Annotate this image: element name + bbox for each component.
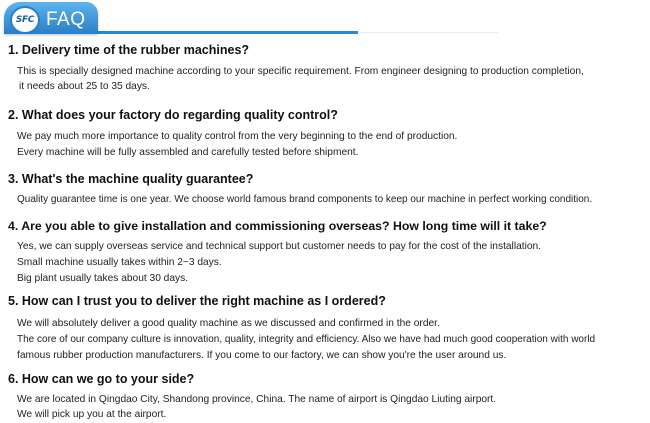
- faq-question-3: 3. What's the machine quality guarantee?: [8, 172, 254, 186]
- faq-answer-1-line-1: This is specially designed machine according to your specific requirement. From engineer designing to production completion,: [17, 66, 584, 77]
- faq-answer-6-line-1: We are located in Qingdao City, Shandong province, China. The name of airport is Qingdao Liuting airport.: [17, 394, 497, 405]
- faq-question-5: 5. How can I trust you to deliver the right machine as I ordered?: [8, 294, 386, 308]
- faq-answer-5-line-3: famous rubber production manufacturers. If you come to our factory, we can show you're the user around us.: [17, 350, 507, 361]
- header-faint-line: [358, 32, 498, 33]
- faq-question-1: 1. Delivery time of the rubber machines?: [8, 43, 250, 57]
- faq-question-6: 6. How can we go to your side?: [8, 372, 195, 386]
- faq-tab: [4, 2, 98, 34]
- faq-answer-4-line-3: Big plant usually takes about 30 days.: [17, 273, 189, 284]
- faq-answer-3-line-1: Quality guarantee time is one year. We choose world famous brand components to keep our machine in perfect working condition.: [17, 194, 593, 205]
- faq-answer-6-line-2: We will pick up you at the airport.: [17, 409, 167, 420]
- faq-header: [0, 0, 650, 40]
- logo-text: SFC: [15, 15, 35, 25]
- header-divider-line: [92, 31, 358, 34]
- faq-answer-4-line-2: Small machine usually takes within 2~3 days.: [17, 257, 222, 268]
- faq-question-4: 4. Are you able to give installation and commissioning overseas? How long time will it take?: [8, 219, 547, 233]
- faq-answer-5-line-2: The core of our company culture is innovation, quality, integrity and efficiency. Also we have had much good cooperation with world: [17, 334, 596, 345]
- faq-answer-1-line-2: it needs about 25 to 35 days.: [19, 81, 150, 92]
- faq-answer-5-line-1: We will absolutely deliver a good quality machine as we discussed and confirmed in the order.: [17, 318, 440, 329]
- page-title: FAQ: [46, 9, 86, 30]
- faq-answer-2-line-1: We pay much more importance to quality control from the very beginning to the end of production.: [17, 131, 458, 142]
- faq-question-2: 2. What does your factory do regarding quality control?: [8, 108, 338, 122]
- sfc-logo: [10, 6, 40, 34]
- faq-answer-2-line-2: Every machine will be fully assembled and carefully tested before shipment.: [17, 147, 359, 158]
- faq-answer-4-line-1: Yes, we can supply overseas service and technical support but customer needs to pay for the cost of the installation.: [17, 241, 542, 252]
